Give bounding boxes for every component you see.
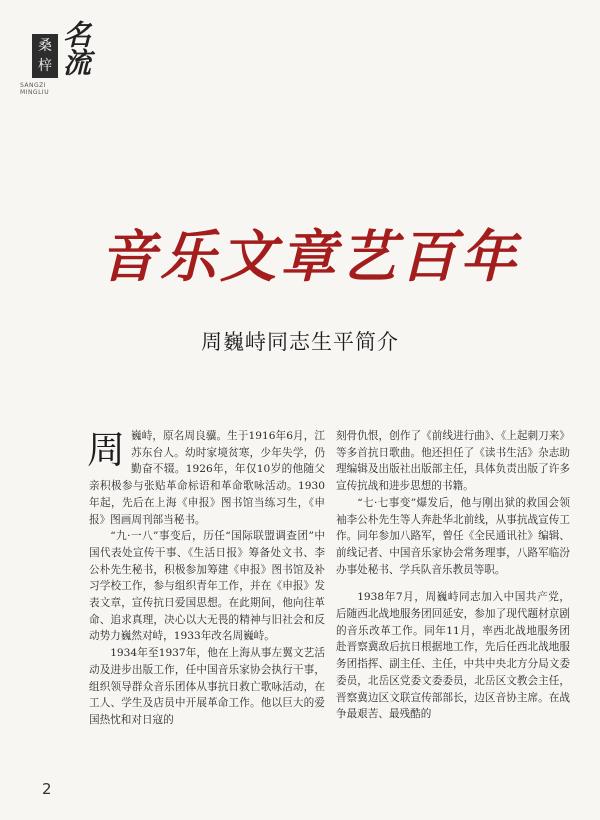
masthead-box-char: 梓 [38,58,52,74]
masthead-box [32,34,58,78]
article-paragraph: 1938年7月，周巍峙同志加入中国共产党，后随西北战地服务团回延安，参加了现代题材京剧的音乐改革工作。同年11月，率西北战地服务团赴晋察冀敌后抗日根据地工作，先后任西北战地服务团指挥、副主任、主任，中共中央北方分局文委委员，北岳区党委文委委员，北岳区文教会主任，晋察冀边区文联宣传部部长，边区音协主席。在战争最艰苦、最残酷的 [336,591,570,721]
masthead-latin [20,82,60,96]
masthead-latin-line: MINGLIU [20,89,50,96]
page-number: 2 [42,780,52,798]
article-paragraph [89,428,325,528]
article-main-title: 音乐文章艺百年 [100,224,520,290]
masthead-latin-line: SANGZI [20,82,47,89]
drop-cap: 周 [87,428,126,472]
article-column-left [89,428,325,729]
article-subtitle: 周巍峙同志生平简介 [201,330,399,354]
article-paragraph: 1934年至1937年，他在上海从事左翼文艺活动及进步出版工作，任中国音乐家协会执行干事，组织领导群众音乐团体从事抗日救亡歌咏活动，在工人、学生及店员中开展革命工作。他以巨大的爱国热忱和对日寇的 [89,647,325,726]
masthead-logo [14,14,94,106]
article-paragraph: “七·七事变”爆发后，他与刚出狱的救国会领袖李公朴先生等人奔赴华北前线，从事抗战宣传工作。同年参加八路军，曾任《全民通讯社》编辑、前线记者、中国音乐家协会常务理事，八路军临汾办事处秘书、学兵队音乐教员等职。 [336,496,570,576]
article-column-right [336,428,570,723]
article-paragraph: “九·一八”事变后，历任“国际联盟调查团”中国代表处宣传干事、《生活日报》筹备处文书、李公朴先生秘书，积极参加筹建《申报》图书馆及补习学校工作，参与组织青年工作，并在《申报》发表文章，宣传抗日爱国思想。在此期间，他向往革命、追求真理，决心以大无畏的精神与旧社会和反动势力巍然对峙，1933年改名周巍峙。 [89,530,325,643]
paragraph-text: 巍峙，原名周良骥。生于1916年6月，江苏东台人。幼时家境贫寒，少年失学，仍勤奋不辍。1926年，年仅10岁的他随父亲积极参与张贴革命标语和革命歌咏活动。1930年起，先后在上海《申报》图书馆当练习生，《申报》图画周刊部当秘书。 [89,430,325,526]
masthead-script: 名流 [59,20,92,76]
article-paragraph: 刻骨仇恨，创作了《前线进行曲》、《上起刺刀来》等多首抗日歌曲。他还担任了《读书生活》杂志助理编辑及出版社出版部主任，具体负责出版了许多宣传抗战和进步思想的书籍。 [336,430,570,493]
masthead-box-char: 桑 [38,38,52,54]
